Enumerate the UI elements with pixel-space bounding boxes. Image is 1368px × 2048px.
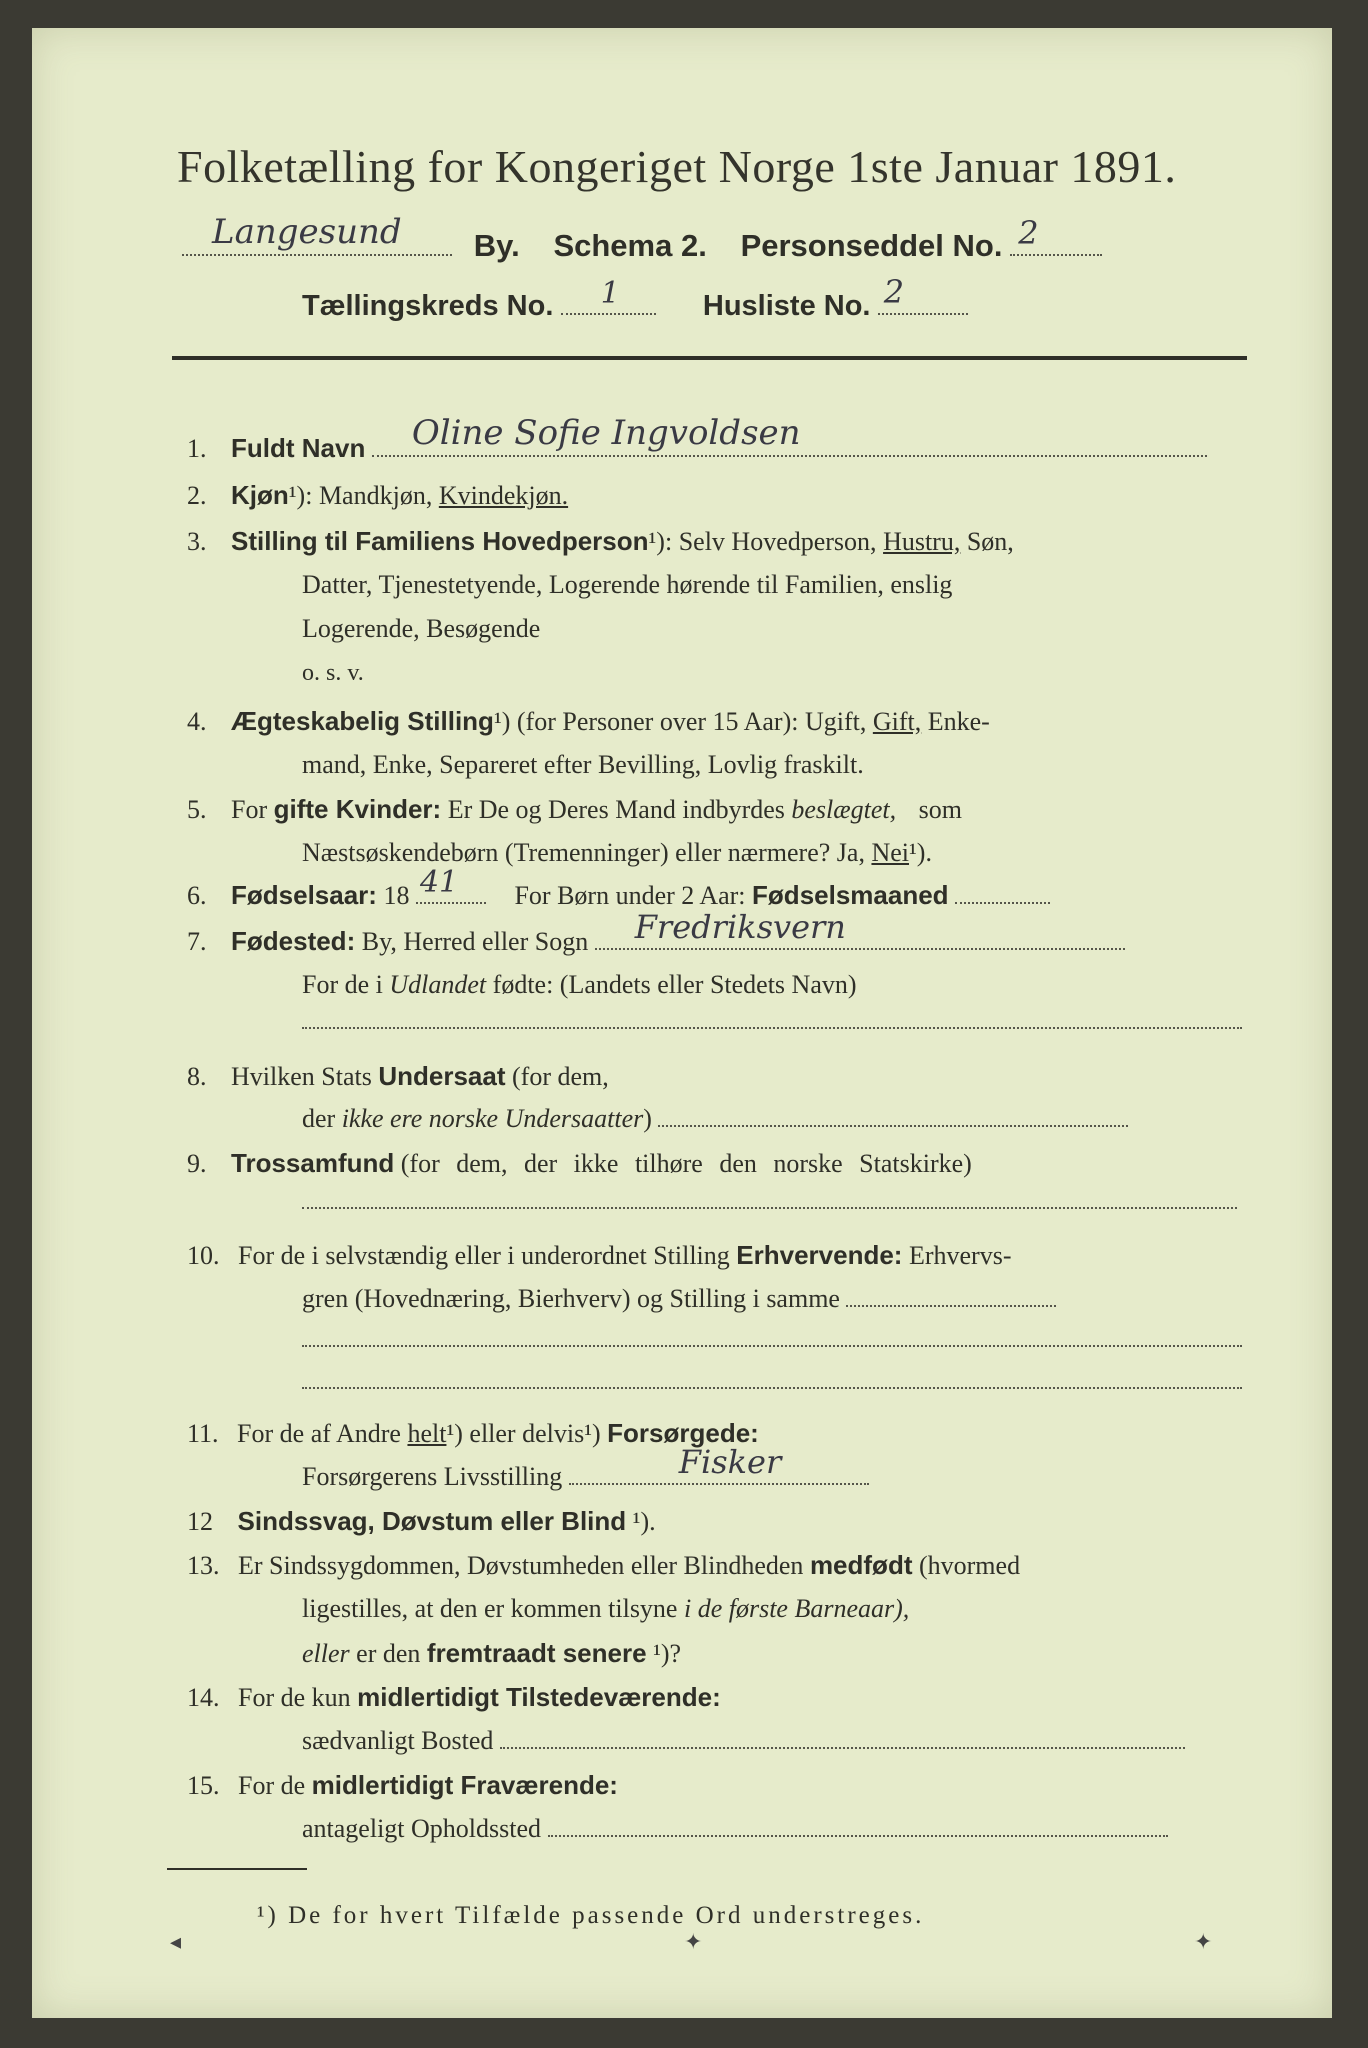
town-handwritten: Langesund xyxy=(212,212,402,252)
q7-line2-row xyxy=(302,970,857,1000)
q2-underlined: Kvindekjøn. xyxy=(438,481,569,510)
q10-field-3 xyxy=(302,1387,1242,1389)
q14-number: 14. xyxy=(187,1683,220,1712)
personseddel-no: 2 xyxy=(1018,214,1039,252)
q1-answer: Oline Sofie Ingvoldsen xyxy=(411,413,801,453)
q2-number: 2. xyxy=(187,481,207,510)
q13-line3-italic: eller xyxy=(302,1639,350,1668)
q2-row xyxy=(187,480,568,511)
q13-row xyxy=(187,1550,1020,1581)
q8-text-b: (for dem, xyxy=(512,1062,609,1091)
q12-number: 12 xyxy=(187,1507,213,1536)
q12-end: ¹). xyxy=(632,1507,656,1536)
schema-line xyxy=(182,212,1102,264)
q3-text-a: : Selv Hovedperson, xyxy=(664,527,877,556)
town-field xyxy=(182,212,452,256)
q8-row xyxy=(187,1061,609,1092)
q15-line2: antageligt Opholdssted xyxy=(302,1814,542,1843)
q9-text: (for dem, der ikke tilhøre den norske Statskirke) xyxy=(400,1149,972,1178)
q11-underlined: helt xyxy=(407,1419,447,1448)
q8-line2-row xyxy=(302,1104,1128,1134)
header-divider xyxy=(172,356,1247,360)
q10-field xyxy=(846,1305,1056,1307)
q6-label: Fødselsaar: xyxy=(231,880,377,910)
q8-number: 8. xyxy=(187,1062,207,1091)
q7-text: By, Herred eller Sogn xyxy=(361,927,589,956)
footnote: ¹) De for hvert Tilfælde passende Ord understreges. xyxy=(257,1902,925,1929)
husliste-field xyxy=(878,273,968,315)
q14-line2: sædvanligt Bosted xyxy=(302,1726,494,1755)
q13-text-b: (hvormed xyxy=(918,1551,1021,1580)
q4-label: Ægteskabelig Stilling xyxy=(231,706,494,736)
q7-foreign-field xyxy=(302,1027,1242,1029)
q3-line3: Logerende, Besøgende xyxy=(302,614,541,643)
q11-text-b: eller delvis¹) xyxy=(469,1419,601,1448)
kreds-line xyxy=(302,273,968,323)
q4-row xyxy=(187,706,990,737)
q4-text-a: (for Personer over 15 Aar): Ugift, xyxy=(516,707,867,736)
husliste-no: 2 xyxy=(883,273,905,311)
q11-sup: ¹) xyxy=(446,1419,463,1448)
q3-underlined: Hustru, xyxy=(883,527,961,556)
q13-line2-row xyxy=(302,1594,909,1624)
q2-text: : Mandkjøn, xyxy=(305,481,433,510)
q11-line2-row xyxy=(302,1443,869,1492)
q5-text-a: Er De og Deres Mand indbyrdes xyxy=(447,795,785,824)
q15-field xyxy=(548,1835,1168,1837)
q15-line2-row xyxy=(302,1814,1168,1844)
q5-italic: beslægtet, xyxy=(791,795,897,824)
q10-extra1 xyxy=(302,1324,1242,1354)
q15-number: 15. xyxy=(187,1771,220,1800)
q4-sup: ¹) xyxy=(493,707,511,736)
q5-label: gifte Kvinder: xyxy=(273,794,442,824)
q10-text-b: Erhvervs- xyxy=(908,1241,1012,1270)
personseddel-field xyxy=(1010,214,1102,256)
q10-line2-row xyxy=(302,1284,1056,1314)
kreds-no: 1 xyxy=(600,276,620,311)
q2-sup: ¹) xyxy=(288,481,306,510)
q1-row xyxy=(187,413,1207,464)
q10-row xyxy=(187,1240,1011,1271)
q10-line2: gren (Hovednæring, Bierhverv) og Stilling i samme xyxy=(302,1284,840,1313)
census-form-page xyxy=(32,28,1332,2018)
q5-end: ¹). xyxy=(909,838,932,867)
q11-label: Forsørgede: xyxy=(607,1418,759,1448)
q3-row xyxy=(187,526,1014,557)
q11-field xyxy=(569,1443,869,1485)
center-mark-icon: ✦ xyxy=(684,1930,703,1955)
kreds-field xyxy=(561,276,656,315)
q11-answer: Fisker xyxy=(678,1443,782,1481)
q11-number: 11. xyxy=(187,1419,219,1448)
q11-row xyxy=(187,1418,759,1449)
q6-field xyxy=(416,865,486,904)
q6-row xyxy=(187,865,1050,911)
form-title: Folketælling for Kongeriget Norge 1ste Januar 1891. xyxy=(177,141,1177,192)
q4-underlined: Gift, xyxy=(872,707,922,736)
q7-row xyxy=(187,908,1125,957)
q3-label: Stilling til Familiens Hovedperson xyxy=(231,526,649,556)
kreds-label: Tællingskreds No. xyxy=(302,290,554,322)
q10-field-2 xyxy=(302,1345,1242,1347)
husliste-label: Husliste No. xyxy=(702,290,871,322)
q6-text: For Børn under 2 Aar: xyxy=(514,881,746,910)
q9-field xyxy=(302,1207,1237,1209)
q6-month-field xyxy=(955,902,1050,904)
q4-line2: mand, Enke, Separeret efter Bevilling, Lovlig fraskilt. xyxy=(302,750,864,779)
q13-line2-italic: i de første Barneaar), xyxy=(683,1594,910,1623)
q10-label: Erhvervende: xyxy=(736,1240,903,1270)
q6-label2: Fødselsmaaned xyxy=(752,880,949,910)
q1-label: Fuldt Navn xyxy=(231,433,366,463)
q7-line2-b: fødte: (Landets eller Stedets Navn) xyxy=(492,970,857,999)
q13-line3-end: ¹)? xyxy=(653,1639,682,1668)
q3-sup: ¹) xyxy=(648,527,665,556)
q7-line2-a: For de i xyxy=(302,970,383,999)
q13-label: medfødt xyxy=(809,1550,913,1580)
q6-answer: 41 xyxy=(419,865,459,900)
by-label: By. xyxy=(473,228,520,263)
q1-number: 1. xyxy=(187,434,207,463)
right-mark-icon: ✦ xyxy=(1194,1930,1213,1955)
q13-line3-label: fremtraadt senere xyxy=(426,1638,647,1668)
q13-line2-a: ligestilles, at den er kommen tilsyne xyxy=(302,1594,678,1623)
q4-number: 4. xyxy=(187,707,207,736)
q9-label: Trossamfund xyxy=(231,1148,395,1178)
q13-number: 13. xyxy=(187,1551,220,1580)
q7-line2-italic: Udlandet xyxy=(389,970,487,999)
q7-label: Fødested: xyxy=(231,926,356,956)
q8-line2-b: ) xyxy=(643,1104,652,1133)
q5-line2-row xyxy=(302,838,932,868)
q8-line2-italic: ikke ere norske Undersaatter xyxy=(341,1104,644,1133)
q8-field xyxy=(658,1125,1128,1127)
q5-pre: For xyxy=(231,795,268,824)
q13-line3-a: er den xyxy=(356,1639,421,1668)
q3-line4: o. s. v. xyxy=(302,660,364,686)
q14-field xyxy=(500,1747,1185,1749)
q14-text: For de kun xyxy=(238,1683,351,1712)
q10-number: 10. xyxy=(187,1241,220,1270)
q9-row xyxy=(187,1148,972,1179)
q1-field xyxy=(372,413,1207,457)
q5-number: 5. xyxy=(187,795,207,824)
q5-row xyxy=(187,794,962,825)
q12-label: Sindssvag, Døvstum eller Blind xyxy=(237,1506,627,1536)
q14-row xyxy=(187,1682,721,1713)
left-mark-icon: ◂ xyxy=(170,1930,182,1955)
q8-label: Undersaat xyxy=(378,1061,506,1091)
q3-text-b: Søn, xyxy=(966,527,1014,556)
q3-line2: Datter, Tjenestetyende, Logerende hørende til Familien, enslig xyxy=(302,570,953,599)
q11-text-a: For de af Andre xyxy=(237,1419,401,1448)
q14-line2-row xyxy=(302,1726,1185,1756)
q8-line2-a: der xyxy=(302,1104,336,1133)
q14-label: midlertidigt Tilstedeværende: xyxy=(357,1682,721,1712)
q7-number: 7. xyxy=(187,927,207,956)
personseddel-label: Personseddel No. xyxy=(740,228,1003,263)
q3-number: 3. xyxy=(187,527,207,556)
q7-field xyxy=(595,908,1125,950)
q7-extra-field xyxy=(302,1006,1242,1036)
q15-row xyxy=(187,1770,618,1801)
q11-line2: Forsørgerens Livsstilling xyxy=(302,1462,563,1491)
q6-number: 6. xyxy=(187,881,207,910)
q13-text-a: Er Sindssygdommen, Døvstumheden eller Blindheden xyxy=(238,1551,804,1580)
q12-row xyxy=(187,1506,656,1537)
q4-text-b: Enke- xyxy=(927,707,990,736)
q10-extra2 xyxy=(302,1366,1242,1396)
q5-line2: Næstsøskendebørn (Tremenninger) eller nærmere? Ja, xyxy=(302,838,865,867)
q8-text-a: Hvilken Stats xyxy=(231,1062,372,1091)
footnote-divider xyxy=(167,1868,307,1870)
q7-answer: Fredriksvern xyxy=(634,908,846,946)
q6-prefix: 18 xyxy=(383,881,410,910)
q2-label: Kjøn xyxy=(231,480,289,510)
q13-line3-row xyxy=(302,1638,681,1669)
q10-text-a: For de i selvstændig eller i underordnet Stilling xyxy=(238,1241,730,1270)
q9-extra xyxy=(302,1186,1237,1216)
q5-text-b: som xyxy=(918,795,962,824)
schema-label: Schema 2. xyxy=(553,228,707,263)
q5-underlined: Nei xyxy=(871,838,909,867)
q15-label: midlertidigt Fraværende: xyxy=(311,1770,618,1800)
q9-number: 9. xyxy=(187,1149,207,1178)
q15-text: For de xyxy=(238,1771,306,1800)
